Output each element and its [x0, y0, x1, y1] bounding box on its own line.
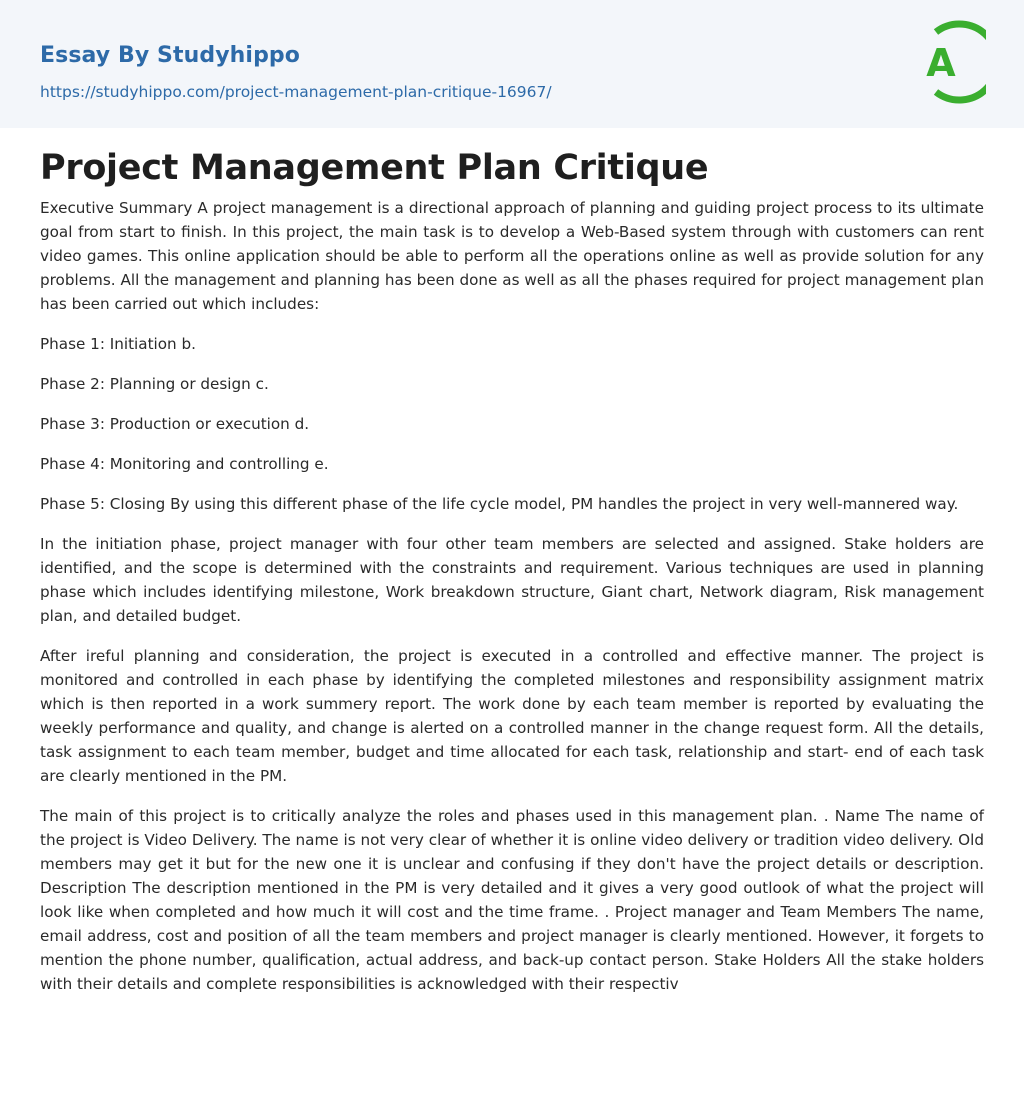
- article: [0, 146, 1024, 996]
- paragraph-phase-4: Phase 4: Monitoring and controlling e.: [40, 455, 329, 473]
- page-title: Project Management Plan Critique: [40, 148, 709, 188]
- studyhippo-a-logo-icon[interactable]: [914, 18, 986, 106]
- site-header: [0, 0, 1024, 128]
- essay-url-link[interactable]: https://studyhippo.com/project-management-plan-critique-16967/: [40, 83, 552, 101]
- paragraph-executive-summary: Executive Summary A project management is a directional approach of planning and guiding project process to its ultimate goal from start to finish. In this project, the main task is to develop a Web-Based system through with customers can rent video games. This online application should be able to perform all the operations online as well as provide solution for any problems. All the management and planning has been done as well as all the phases required for project management plan has been carried out which includes:: [40, 199, 984, 313]
- logo-letter: A: [926, 41, 956, 85]
- paragraph-analysis: The main of this project is to critically analyze the roles and phases used in this management plan. . Name The name of the project is Video Delivery. The name is not very clear of whether it is online video delivery or tradition video delivery. Old members may get it but for the new one it is unclear and confusing if they don't have the project details or description. Description The description mentioned in the PM is very detailed and it gives a very good outlook of what the project will look like when completed and how much it will cost and the time frame. . Project manager and Team Members The name, email address, cost and position of all the team members and project manager is clearly mentioned. However, it forgets to mention the phone number, qualification, actual address, and back-up contact person. Stake Holders All the stake holders with their details and complete responsibilities is acknowledged with their respectiv: [40, 807, 984, 993]
- paragraph-phase-5: Phase 5: Closing By using this different phase of the life cycle model, PM handles the project in very well-mannered way.: [40, 495, 959, 513]
- paragraph-execution: After ireful planning and consideration, the project is executed in a controlled and effective manner. The project is monitored and controlled in each phase by identifying the completed milestones and responsibility assignment matrix which is then reported in a work summery report. The work done by each team member is reported by evaluating the weekly performance and quality, and change is alerted on a controlled manner in the change request form. All the details, task assignment to each team member, budget and time allocated for each task, relationship and start- end of each task are clearly mentioned in the PM.: [40, 647, 984, 785]
- paragraph-initiation: In the initiation phase, project manager with four other team members are selected and assigned. Stake holders are identified, and the scope is determined with the constraints and requirement. Various techniques are used in planning phase which includes identifying milestone, Work breakdown structure, Giant chart, Network diagram, Risk management plan, and detailed budget.: [40, 535, 984, 625]
- paragraph-phase-3: Phase 3: Production or execution d.: [40, 415, 310, 433]
- paragraph-phase-1: Phase 1: Initiation b.: [40, 335, 196, 353]
- site-title[interactable]: Essay By Studyhippo: [40, 43, 300, 68]
- paragraph-phase-2: Phase 2: Planning or design c.: [40, 375, 269, 393]
